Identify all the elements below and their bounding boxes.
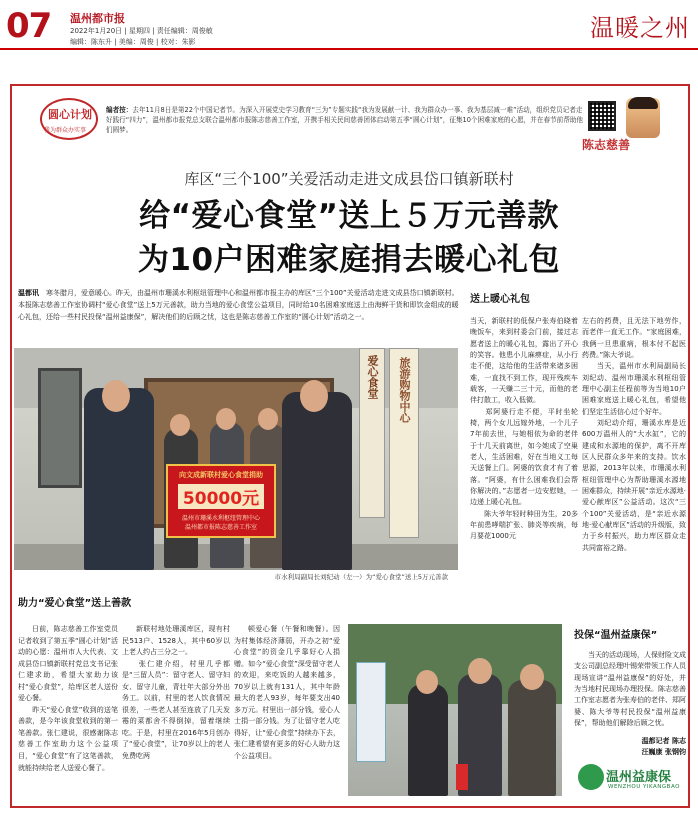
- person-bg-1-head: [170, 414, 190, 436]
- gift-text-col-a: 当天，新联村的低保户张寿伯晓着晚饭车，来到村委会门前，接过志愿者送上的暖心礼包，露出了开心的笑容。他患小儿麻痹症，从小行走不便，这给他的生活带来诸多困难，一直找不到工作，现开残疾车载客，一天赚二三十元，而他的老伴打散工，收入低微。 郑阿婆行走不便，平时坐轮椅，两个女儿远嫁外地，一个儿子7年前去世，与她相依为命的老伴于十几天前离世，如今她成了空巢老人，生活困难，好在当地义工每天送餐上门。阿婆的饮食才有了着落。“阿婆，有什么困难我们会帮你解决的。”志愿者一边安慰她，一边递上暖心礼包。 陈大爷年轻时种田为生，20多年前患哮喘扩张、肺炎等疾病，每月要花1000元: [470, 317, 578, 541]
- person-bg-3-head: [258, 408, 278, 430]
- section-heading-gift: 送上暖心礼包: [470, 294, 530, 305]
- lead-paragraph: [18, 288, 460, 324]
- person-left-head: [102, 380, 130, 412]
- editor-note: [106, 105, 584, 136]
- photo-banner: [356, 662, 386, 762]
- date-line: 2022年1月20日 | 星期四 | 责任编辑：周俊敏: [70, 27, 213, 35]
- lead-byline: 温都讯: [18, 289, 39, 297]
- photo-sign-2: [389, 348, 419, 538]
- person-bg-2-head: [216, 408, 236, 430]
- photo-red-bag: [456, 764, 468, 790]
- canteen-text-col-3: 顿爱心餐（午餐和晚餐）。因为村集体经济薄弱，开办之初“爱心食堂”的资金几乎靠好心人捐赠。如今“爱心食堂”深受留守老人的欢迎，来吃饭的人越来越多，70岁以上就有131人，其中年龄最大的老人93岁，每年要支出40多万元。村里出一部分钱，爱心人士捐一部分钱。为了让留守老人吃得好，让“爱心食堂”持续办下去，张仁建希望有更多的好心人助力这个公益项目。: [234, 625, 340, 761]
- person-ins-1-head: [416, 670, 438, 694]
- person-ins-3-head: [520, 664, 544, 690]
- editor-note-text: 去年11月8日是第22个中国记者节。为深入开展党史学习教育“三为”专题实践“我为发展献一计、我为群众办一事、我为基层减一难”活动，组织党员记者走好践行“四力”，温州都市报党总支联合温州都市报陈志慈善工作室，开携手相关民间慈善团体启动第五季“圆心计划”，征集10个困难家庭的心愿，并在春节前帮助他们圆梦。: [106, 106, 584, 135]
- column-logo-subtitle: 我为群众办实事: [44, 127, 87, 134]
- yikangbao-logo-icon: [578, 764, 604, 790]
- editor-line: 编辑：陈东升 | 美编：周俊 | 校对：朱影: [70, 38, 196, 46]
- kicker: 库区“三个100”关爱活动走进文成县岱口镇新联村: [184, 170, 514, 188]
- sign-text: 爱心食堂: [366, 355, 379, 399]
- gift-text-col-b: 左右的药费，且无法下地劳作，而老伴一直无工作。“家庭困难，我俩一旦患重病，根本付不起医药费。”陈大爷说。 当天，温州市水利局副局长刘纪动、温州市珊溪水利枢纽管理中心副主任程前等为当地10户困难家庭送上暖心礼包，希望他们坚定生活信心过个好年。 刘纪动介绍，珊溪水库是近600万温州人的“大水缸”，它的建成和水源地的保护，离不开库区人民群众多年来的支持。饮水思源，2013年以来，市珊溪水利枢纽管理中心为帮助珊溪水源地困难群众，持续开展“亲近水源地·爱心献库区”公益活动。这次“三个100”关爱活动，是“亲近水源地·爱心献库区”活动的升级版，致力于乡村振兴，助力库区群众走共同富裕之路。: [582, 317, 686, 552]
- qr-code-icon[interactable]: [588, 101, 616, 131]
- person-right-head: [300, 380, 328, 412]
- section-heading-insurance: 投保“温州益康保”: [574, 630, 658, 641]
- brand-signature: 陈志慈善: [582, 138, 631, 152]
- cheque-line-2: 温州都市报陈志慈善工作室: [184, 524, 257, 531]
- photo-window: [38, 368, 82, 488]
- insurance-photo: [348, 624, 562, 796]
- yikangbao-logo-sub: WENZHOU YIKANGBAO: [608, 784, 680, 790]
- editor-note-label: 编者按：: [106, 106, 133, 114]
- person-ins-1: [408, 684, 448, 796]
- photo-sign: [359, 348, 385, 518]
- headline-line-2: 为10户困难家庭捐去暖心礼包: [137, 242, 561, 278]
- person-left: [84, 388, 154, 570]
- headline-line-1: 给“爱心食堂”送上５万元善款: [139, 198, 559, 234]
- section-name: 温暖之州: [590, 14, 690, 42]
- canteen-text-col-1: 日前，陈志慈善工作室党员记者收到了第五季“圆心计划”活动的心愿：温州市人大代表、文成县岱口镇新联村党总支书记张仁建求助，希望大家助力该村“爱心食堂”，给库区老人送份爱心餐。 昨天“爱心食堂”收到的送笔善款，是今年该食堂收到的第一笔善款。张仁建说，很感谢陈志慈善工作室助力这个公益项目，“爱心食堂”有了这笔善款，就能持续给老人送爱心餐了。: [18, 625, 118, 772]
- photo-caption: 市水利局副局长刘纪动（左一）为“爱心食堂”送上5万元善款: [274, 573, 448, 581]
- person-ins-2-head: [468, 658, 492, 684]
- donation-cheque: [166, 464, 276, 538]
- cheque-title: 向文成新联村爱心食堂捐助: [179, 471, 263, 479]
- column-logo-title: 圆心计划: [48, 108, 92, 121]
- credit-line-1: 温都记者 陈志: [641, 737, 686, 745]
- paper-name: 温州都市报: [70, 12, 125, 25]
- yikangbao-logo-text: 温州益康保: [606, 770, 672, 785]
- cheque-amount: 50000元: [178, 484, 264, 509]
- credit-line-2: 汪巍康 张钢钧: [641, 748, 686, 757]
- main-photo: [14, 348, 458, 570]
- page-number: 07: [6, 6, 52, 46]
- section-heading-canteen: 助力“爱心食堂”送上善款: [18, 598, 132, 609]
- cheque-line-1: 温州市珊溪水利枢纽管理中心: [181, 515, 260, 522]
- canteen-text-col-2: 新联村地处珊溪库区，现有村民513户、1528人，其中60岁以上老人约占三分之一。 张仁建介绍，村里几乎都是“三留人员”：留守老人、留守妇女、留守儿童，青壮年大部分外出务工。以前，村里的老人饮食情况很差，一些老人甚至连放了几天发霉的菜都舍不得倒掉，留着继续吃。于是，村里在2016年5月创办了“爱心食堂”，让70岁以上的老人免费吃两: [122, 625, 230, 761]
- insurance-credit: [574, 736, 686, 758]
- person-right: [282, 392, 352, 570]
- person-ins-3: [508, 680, 556, 796]
- lead-text: 寒冬腊月，爱意暖心。昨天，由温州市珊溪水利枢纽管理中心和温州都市报主办的库区“三个100”关爱活动走进文成县岱口镇新联村。本报陈志慈善工作室协调村“爱心食堂”送上5万元善款，助力当地的爱心食堂公益项目，同时给10名困难家庭送上由海鲜干货和即饮金组成的暖心礼包，还给一些村民投保“温州益康保”，解决他们的后顾之忧，这也是陈志慈善工作室的“圆心计划”活动之一。: [18, 289, 459, 321]
- avatar-hair: [628, 97, 658, 109]
- sign-text-2: 旅游购物中心: [398, 357, 411, 423]
- insurance-text: 当天的活动现场，人保财险文成支公司副总经理叶锡荣带领工作人员现场宣讲“温州益康保”的好处，并为当地村民现场办理投保。陈志慈善工作室志愿者为张寿伯的老伴、郑阿婆、陈大爷等村民投保“温州益康保”，帮助他们解除后顾之忧。: [574, 651, 686, 727]
